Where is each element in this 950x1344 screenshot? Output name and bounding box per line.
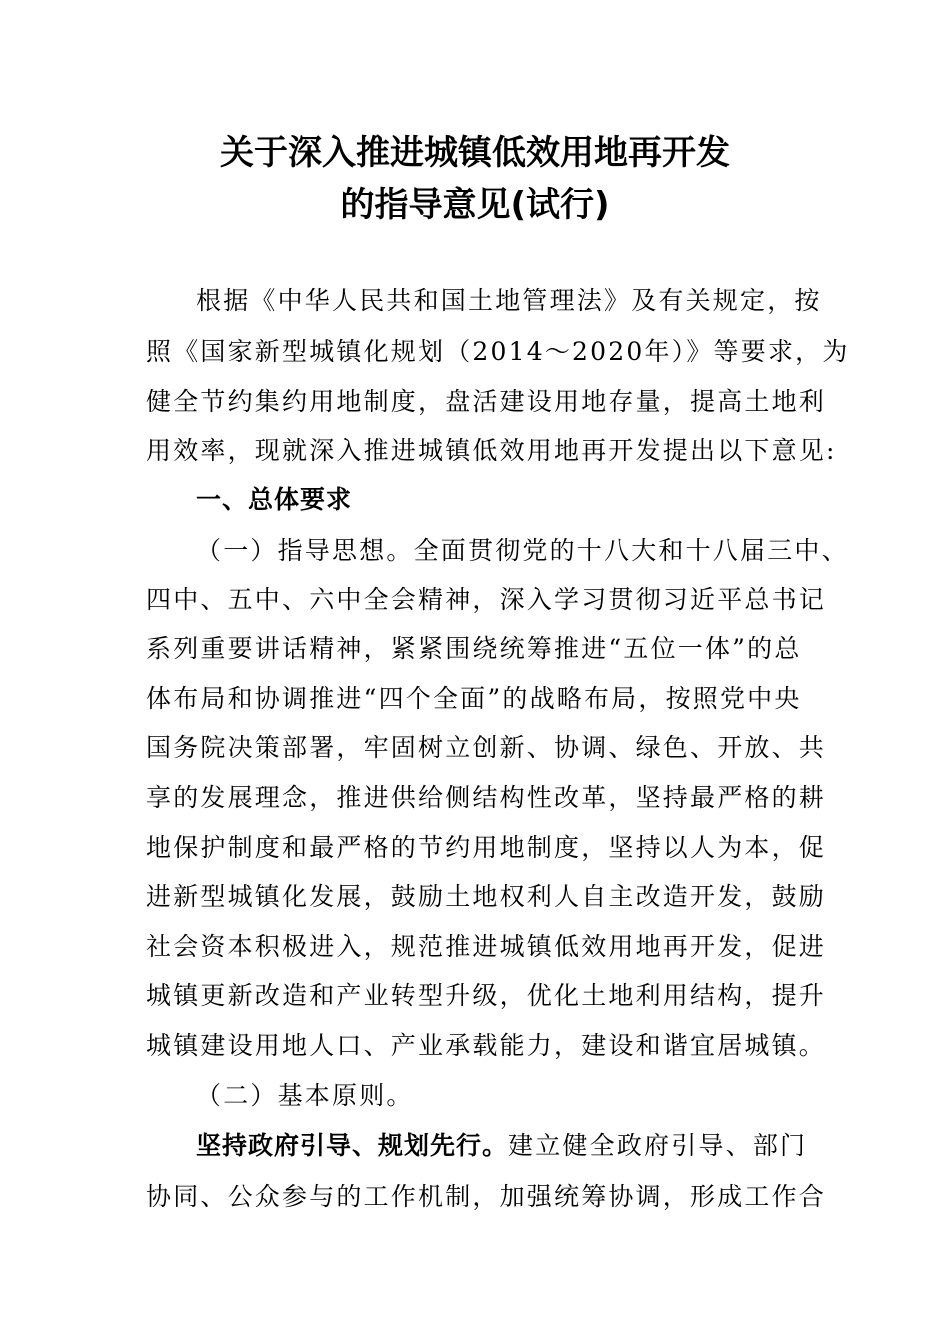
paragraph-line: 协同、公众参与的工作机制，加强统筹协调，形成工作合	[146, 1182, 827, 1211]
paragraph-line: 四中、五中、六中全会精神，深入学习贯彻习近平总书记	[146, 585, 827, 614]
paragraph-line: （一）指导思想。全面贯彻党的十八大和十八届三中、	[196, 536, 849, 565]
paragraph-line: 城镇更新改造和产业转型升级，优化土地利用结构，提升	[146, 981, 827, 1010]
paragraph-line: 城镇建设用地人口、产业承载能力，建设和谐宜居城镇。	[146, 1031, 827, 1060]
principle-heading: 坚持政府引导、规划先行。	[196, 1131, 509, 1160]
subsection-heading: （二）基本原则。	[196, 1081, 414, 1110]
paragraph-line: 进新型城镇化发展，鼓励土地权利人自主改造开发，鼓励	[146, 882, 827, 911]
paragraph-line: 根据《中华人民共和国土地管理法》及有关规定，按	[196, 286, 822, 315]
paragraph-line: 健全节约集约用地制度，盘活建设用地存量，提高土地利	[146, 387, 827, 416]
principle-line	[196, 1131, 876, 1161]
paragraph-line: 享的发展理念，推进供给侧结构性改革，坚持最严格的耕	[146, 783, 827, 812]
paragraph-line: 照《国家新型城镇化规划（2014～2020年）》等要求，为	[146, 337, 850, 366]
paragraph-line: 社会资本积极进入，规范推进城镇低效用地再开发，促进	[146, 932, 827, 961]
paragraph-line: 系列重要讲话精神，紧紧围绕统筹推进“五位一体”的总	[146, 634, 802, 663]
document-title-line-1: 关于深入推进城镇低效用地再开发	[220, 133, 730, 173]
paragraph-line: 体布局和协调推进“四个全面”的战略布局，按照党中央	[146, 684, 802, 713]
paragraph-line: 地保护制度和最严格的节约用地制度，坚持以人为本，促	[146, 833, 827, 862]
paragraph-line: 国务院决策部署，牢固树立创新、协调、绿色、开放、共	[146, 733, 827, 762]
section-heading: 一、总体要求	[196, 485, 353, 514]
paragraph-line: 用效率，现就深入推进城镇低效用地再开发提出以下意见:	[146, 436, 837, 465]
principle-text: 建立健全政府引导、部门	[508, 1131, 808, 1160]
document-title-line-2: 的指导意见(试行)	[340, 185, 610, 225]
